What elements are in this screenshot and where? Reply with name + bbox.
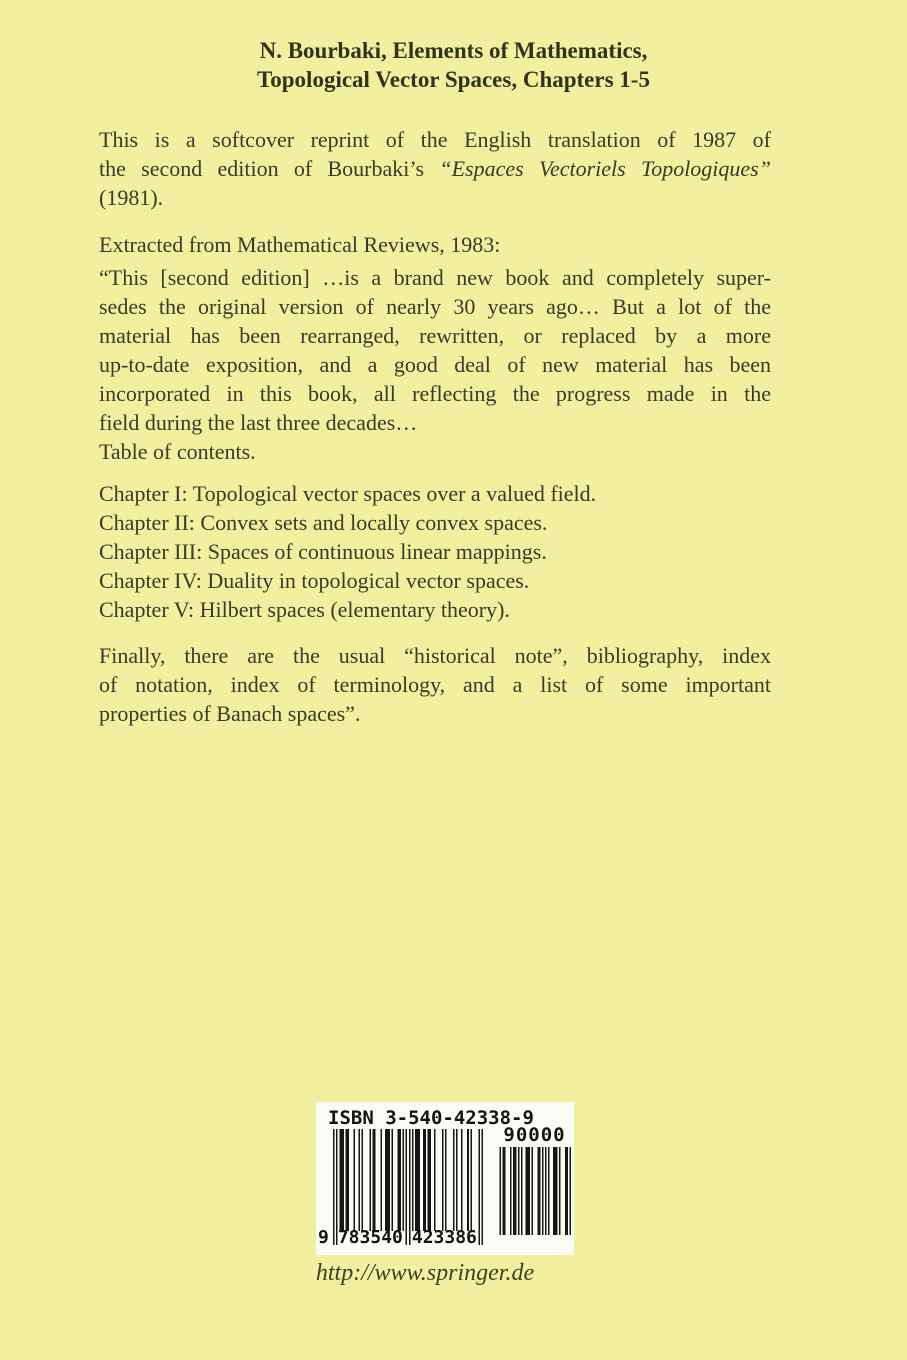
ean13-right-digits: 423386	[411, 1227, 477, 1248]
text-line: Topological Vector Spaces, Chapters 1-5	[257, 67, 650, 92]
ean13-digits	[318, 1227, 477, 1248]
text-line: sedes the original version of nearly 30 years ago… But a lot of the	[99, 294, 771, 319]
isbn-number: ISBN 3-540-42338-9	[328, 1107, 534, 1129]
text-line: properties of Banach spaces”.	[99, 701, 361, 726]
text-line: Chapter II: Convex sets and locally convex spaces.	[99, 510, 548, 535]
supplement-barcode-icon	[498, 1147, 571, 1235]
isbn-barcode-block	[316, 1102, 574, 1255]
review-quote	[99, 263, 771, 466]
closing-paragraph	[99, 641, 771, 728]
text-line: up-to-date exposition, and a good deal of new material has been	[99, 352, 771, 377]
text-line: Chapter V: Hilbert spaces (elementary theory).	[99, 597, 510, 622]
text-line: material has been rearranged, rewritten, or replaced by a more	[99, 323, 771, 348]
text-line: Table of contents.	[99, 439, 256, 464]
publisher-url: http://www.springer.de	[315, 1260, 535, 1286]
text-line: the second edition of Bourbaki’s “Espaces Vectoriels Topologiques”	[99, 156, 771, 181]
ean13-left-digits: 783540	[337, 1227, 403, 1248]
text-line: of notation, index of terminology, and a list of some important	[99, 672, 771, 697]
text-line: “This [second edition] …is a brand new book and completely super-	[99, 265, 771, 290]
chapter-list	[99, 479, 771, 624]
text-line: (1981).	[99, 185, 164, 210]
text-line: Extracted from Mathematical Reviews, 1983:	[99, 232, 501, 257]
text-line: Chapter IV: Duality in topological vector spaces.	[99, 568, 530, 593]
book-title	[0, 0, 907, 94]
text-line: This is a softcover reprint of the English translation of 1987 of	[99, 127, 771, 152]
text-line: incorporated in this book, all reflecting the progress made in the	[99, 381, 771, 406]
ean13-lead-digit: 9	[318, 1227, 329, 1248]
cover-text	[99, 125, 771, 728]
text-line: Chapter I: Topological vector spaces over a valued field.	[99, 481, 597, 506]
supplement-code: 90000	[503, 1124, 566, 1146]
text-line: field during the last three decades…	[99, 410, 418, 435]
text-line: N. Bourbaki, Elements of Mathematics,	[259, 38, 648, 63]
extracted-lead-line	[99, 230, 771, 259]
text-line: Finally, there are the usual “historical note”, bibliography, index	[99, 643, 771, 668]
text-line: Chapter III: Spaces of continuous linear mappings.	[99, 539, 547, 564]
intro-paragraph	[99, 125, 771, 212]
